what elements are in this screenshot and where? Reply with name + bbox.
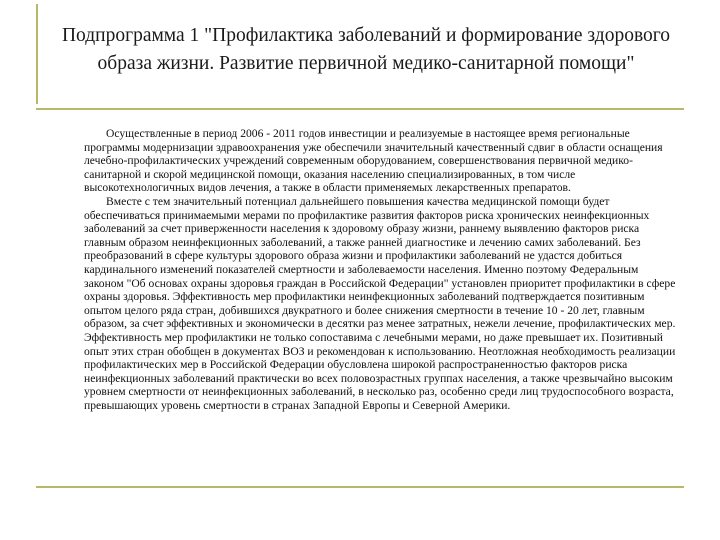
body-paragraph-1: Осуществленные в период 2006 - 2011 годов инвестиции и реализуемые в настоящее время региональные программы модернизации здравоохранения уже обеспечили значительный качественный сдвиг в области оснащения лечебно-профилактических учреждений современным оборудованием, совершенствования первичной медико-санитарной и скорой медицинской помощи, оказания населению специализированных, в том числе высокотехнологичных видов лечения, а также в области применяемых лекарственных препаратов. xyxy=(84,127,663,195)
frame-left-divider xyxy=(36,4,38,104)
slide-body xyxy=(84,127,680,412)
frame-top-divider xyxy=(36,108,684,110)
body-paragraph-2: Вместе с тем значительный потенциал дальнейшего повышения качества медицинской помощи будет обеспечиваться принимаемыми мерами по профилактике развития факторов риска хронических неинфекционных заболеваний за счет приверженности населения к здоровому образу жизни, раннему выявлению факторов риска главным образом неинфекционных заболеваний, а также ранней диагностике и лечению самих заболеваний. Без преобразований в сфере культуры здорового образа жизни и профилактики заболеваний не удастся добиться кардинального изменений показателей смертности и заболеваемости населения. Именно поэтому Федеральным законом "Об основах охраны здоровья граждан в Российской Федерации" установлен приоритет профилактики в сфере охраны здоровья. Эффективность мер профилактики неинфекционных заболеваний подтверждается позитивным опытом целого ряда стран, добившихся двукратного и более снижения смертности в течение 10 - 20 лет, главным образом, за счет эффективных и экономически в десятки раз менее затратных, нежели лечение, профилактических мер. Эффективность мер профилактики не только сопоставима с лечебными мерами, но даже превышает их. Позитивный опыт этих стран обобщен в документах ВОЗ и рекомендован к использованию. Неотложная необходимость реализации профилактических мер в Российской Федерации обусловлена широкой распространенностью факторов риска неинфекционных заболеваний практически во всех половозрастных группах населения, а также чрезвычайно высоким уровнем смертности от неинфекционных заболеваний, в несколько раз, особенно среди лиц трудоспособного возраста, превышающих уровень смертности в странах Западной Европы и Северной Америки. xyxy=(84,194,676,412)
slide-title: Подпрограмма 1 "Профилактика заболеваний и формирование здорового образа жизни. Развитие первичной медико-санитарной помощи" xyxy=(61,25,671,74)
frame-bottom-divider xyxy=(36,486,684,488)
